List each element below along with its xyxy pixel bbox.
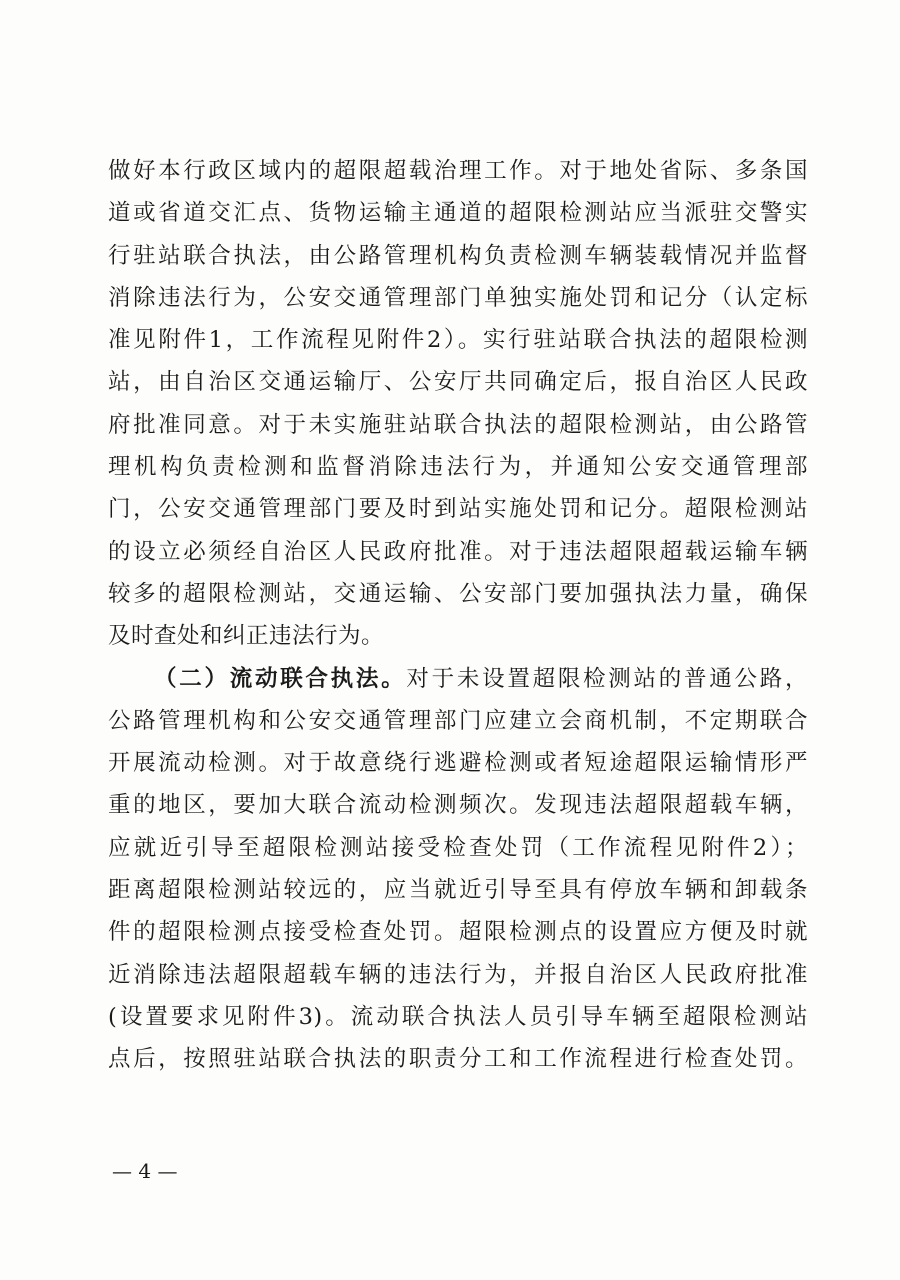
body-line: 道或省道交汇点、货物运输主通道的超限检测站应当派驻交警实 (108, 200, 808, 227)
body-line: 较多的超限检测站，交通运输、公安部门要加强执法力量，确保 (108, 580, 808, 607)
body-line: 点后，按照驻站联合执法的职责分工和工作流程进行检查处罚。 (108, 1046, 808, 1073)
body-line: 重的地区，要加大联合流动检测频次。发现违法超限超载车辆， (108, 792, 808, 819)
body-line: 及时查处和纠正违法行为。 (108, 623, 385, 650)
document-body (108, 150, 808, 1081)
body-line: 的设立必须经自治区人民政府批准。对于违法超限超载运输车辆 (108, 538, 808, 565)
section-heading-line (108, 658, 808, 700)
body-line: 理机构负责检测和监督消除违法行为，并通知公安交通管理部 (108, 454, 808, 481)
body-line: 公路管理机构和公安交通管理部门应建立会商机制，不定期联合 (108, 707, 808, 734)
section-heading-text: 对于未设置超限检测站的普通公路， (406, 665, 808, 692)
body-line: 行驻站联合执法，由公路管理机构负责检测车辆装载情况并监督 (108, 242, 808, 269)
body-line: 准见附件1，工作流程见附件2）。实行驻站联合执法的超限检测 (108, 327, 808, 354)
body-line: 应就近引导至超限检测站接受检查处罚（工作流程见附件2）； (108, 834, 808, 861)
body-line: 件的超限检测点接受检查处罚。超限检测点的设置应方便及时就 (108, 919, 808, 946)
body-line: 开展流动检测。对于故意绕行逃避检测或者短途超限运输情形严 (108, 750, 808, 777)
body-line: (设置要求见附件3)。流动联合执法人员引导车辆至超限检测站 (108, 1003, 808, 1030)
body-line: 距离超限检测站较远的，应当就近引导至具有停放车辆和卸载条 (108, 877, 808, 904)
body-line: 做好本行政区域内的超限超载治理工作。对于地处省际、多条国 (108, 158, 808, 184)
body-line: 消除违法行为，公安交通管理部门单独实施处罚和记分（认定标 (108, 284, 808, 311)
body-line: 近消除违法超限超载车辆的违法行为，并报自治区人民政府批准 (108, 961, 808, 988)
body-line: 站，由自治区交通运输厅、公安厅共同确定后，报自治区人民政 (108, 369, 808, 396)
body-line: 门，公安交通管理部门要及时到站实施处罚和记分。超限检测站 (108, 496, 808, 523)
body-line: 府批准同意。对于未实施驻站联合执法的超限检测站，由公路管 (108, 411, 808, 438)
page-number: — 4 — (112, 1159, 178, 1183)
section-heading: （二）流动联合执法。 (154, 665, 407, 692)
